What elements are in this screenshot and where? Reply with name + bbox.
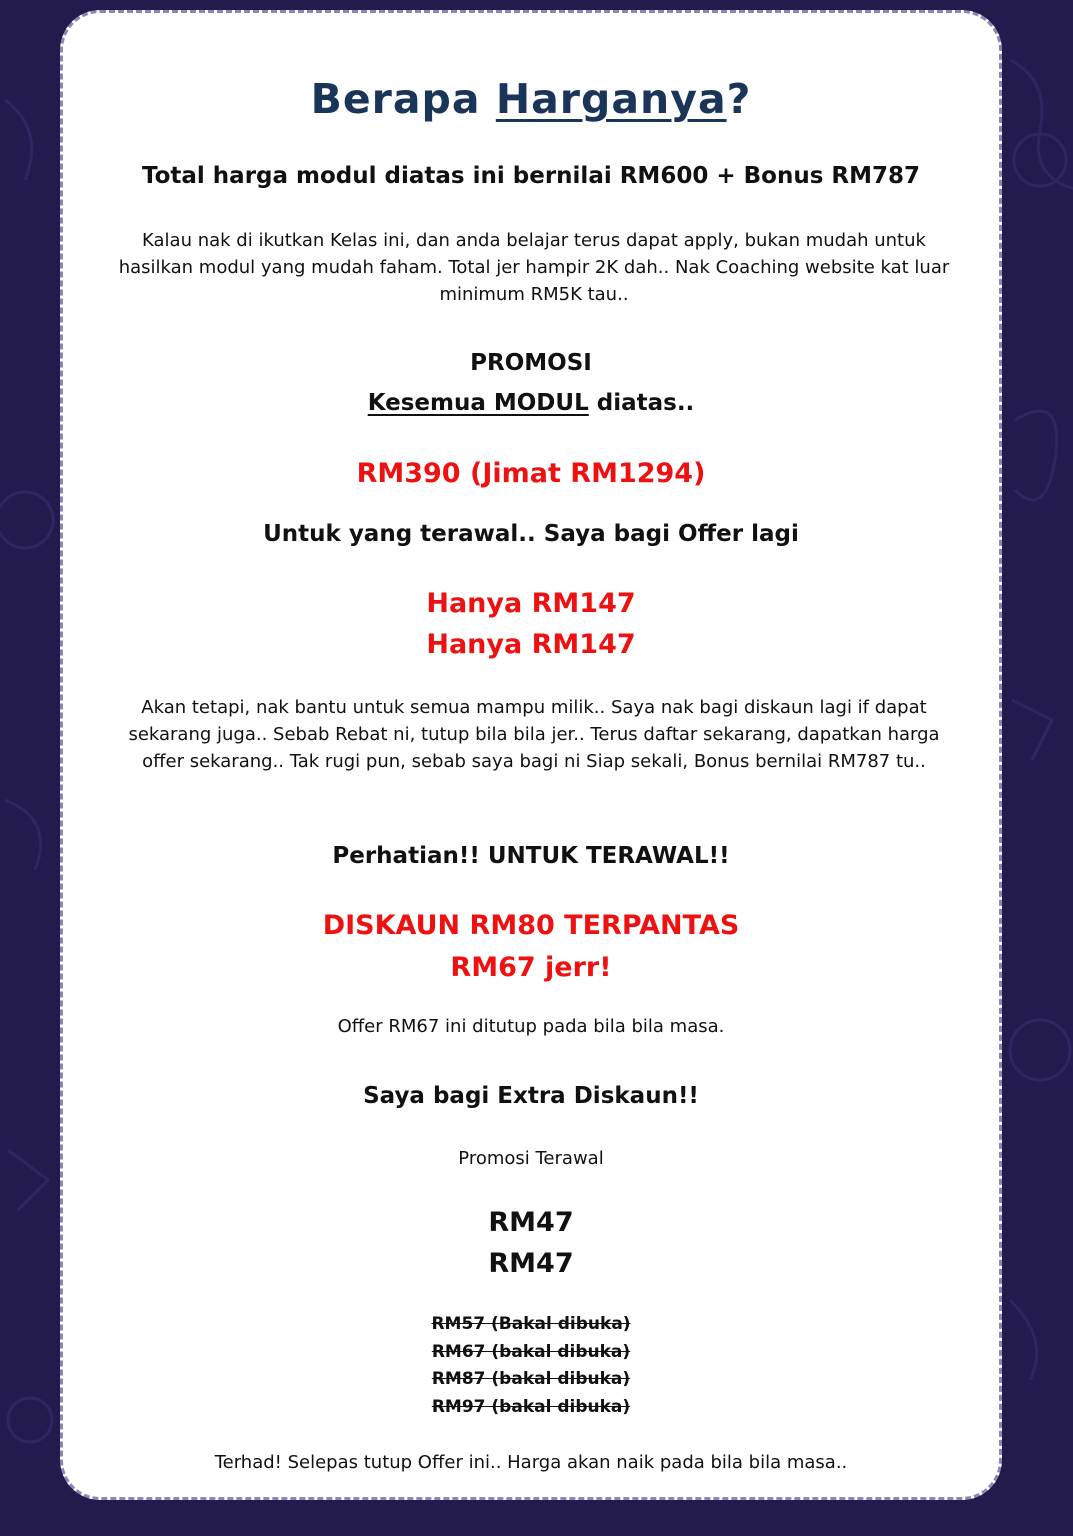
early-offer-heading: Untuk yang terawal.. Saya bagi Offer lagi xyxy=(263,521,799,547)
total-heading: Total harga modul diatas ini bernilai RM600 + Bonus RM787 xyxy=(141,163,921,189)
attention-discount: DISKAUN RM80 TERPANTAS xyxy=(322,910,740,941)
intro-paragraph: Kalau nak di ikutkan Kelas ini, dan anda belajar terus dapat apply, bukan mudah untuk hasilkan modul yang mudah faham. Total jer hampir 2K dah.. Nak Coaching website kat luar minimum RM5K tau.. xyxy=(118,230,950,305)
early-offer-price-1: Hanya RM147 xyxy=(426,588,636,619)
pricing-card xyxy=(60,10,1002,1500)
struck-price-item: RM57 (Bakal dibuka) xyxy=(431,1314,631,1334)
page-title xyxy=(63,75,999,123)
struck-price-list xyxy=(63,1311,999,1421)
extra-price-1: RM47 xyxy=(488,1207,574,1238)
extra-label: Promosi Terawal xyxy=(458,1148,604,1169)
attention-note: Offer RM67 ini ditutup pada bila bila masa. xyxy=(337,1016,725,1037)
promo-modules-suffix: diatas.. xyxy=(588,390,695,416)
footer-note: Terhad! Selepas tutup Offer ini.. Harga akan naik pada bila bila masa.. xyxy=(214,1452,848,1473)
struck-price-item: RM97 (bakal dibuka) xyxy=(431,1396,631,1417)
promo-modules xyxy=(63,390,999,416)
title-suffix: ? xyxy=(726,75,752,123)
title-underlined: Harganya xyxy=(495,75,727,123)
discount-paragraph: Akan tetapi, nak bantu untuk semua mampu milik.. Saya nak bagi diskaun lagi if dapat sekarang juga.. Sebab Rebat ni, tutup bila bila jer.. Terus daftar sekarang, dapatkan harga offer sekarang.. Tak rugi pun, sebab saya bagi ni Siap sekali, Bonus bernilai RM787 tu.. xyxy=(128,697,940,772)
struck-price-item: RM87 (bakal dibuka) xyxy=(431,1369,631,1389)
attention-heading: Perhatian!! UNTUK TERAWAL!! xyxy=(332,843,730,869)
struck-price-item: RM67 (bakal dibuka) xyxy=(431,1341,631,1362)
title-prefix: Berapa xyxy=(310,75,496,123)
promo-price: RM390 (Jimat RM1294) xyxy=(356,458,706,489)
extra-heading: Saya bagi Extra Diskaun!! xyxy=(363,1083,699,1109)
early-offer-price-2: Hanya RM147 xyxy=(426,629,636,660)
attention-price: RM67 jerr! xyxy=(450,952,612,983)
promo-modules-underlined: Kesemua MODUL xyxy=(367,390,589,416)
extra-price-2: RM47 xyxy=(488,1248,574,1279)
promo-label: PROMOSI xyxy=(470,350,592,376)
